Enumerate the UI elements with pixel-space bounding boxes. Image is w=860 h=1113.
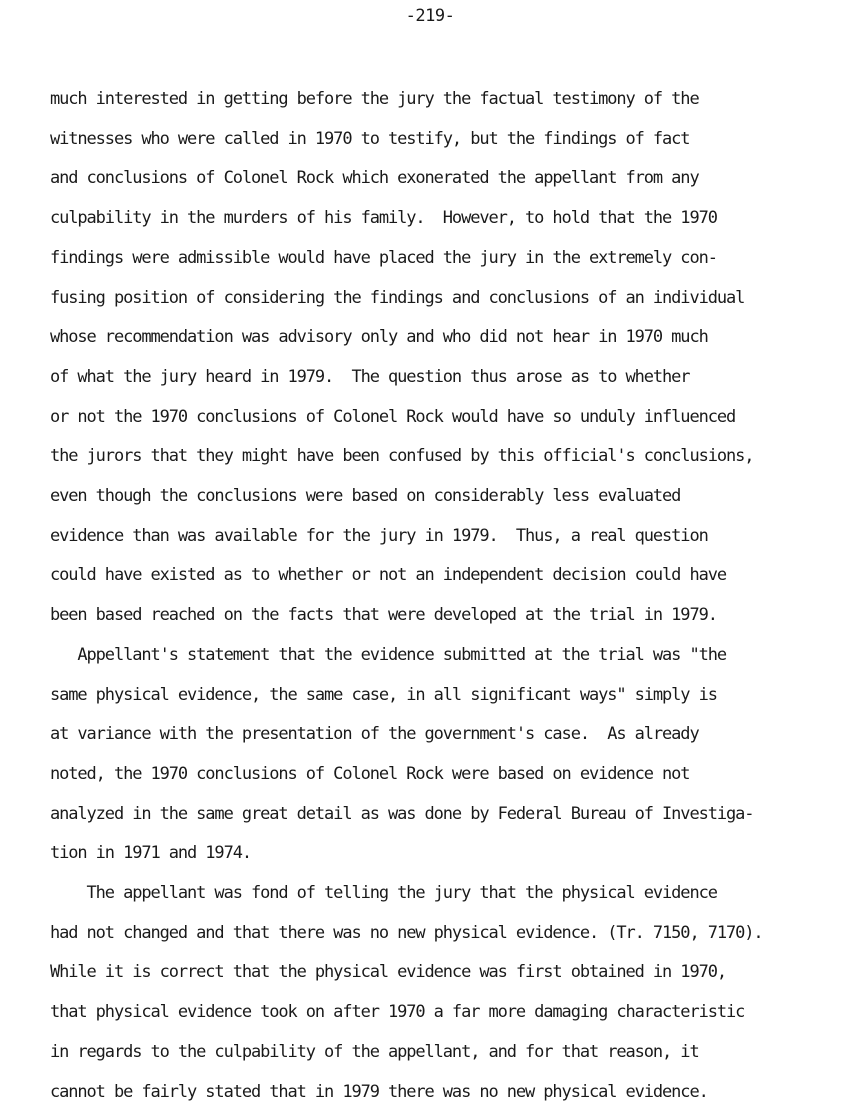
text-line: in regards to the culpability of the appellant, and for that reason, it [50, 1042, 699, 1062]
text-line: even though the conclusions were based on considerably less evaluated [50, 486, 681, 506]
text-line: that physical evidence took on after 1970 a far more damaging characteristic [50, 1002, 745, 1022]
text-line: could have existed as to whether or not an independent decision could have [50, 565, 726, 585]
text-line: whose recommendation was advisory only and who did not hear in 1970 much [50, 327, 708, 347]
text-line: culpability in the murders of his family. However, to hold that the 1970 [50, 208, 717, 228]
text-line: The appellant was fond of telling the jury that the physical evidence [50, 883, 717, 903]
text-line: noted, the 1970 conclusions of Colonel Rock were based on evidence not [50, 764, 690, 784]
page-number: -219- [405, 6, 455, 26]
text-line: and conclusions of Colonel Rock which exonerated the appellant from any [50, 168, 699, 188]
text-line: Appellant's statement that the evidence submitted at the trial was "the [50, 645, 726, 665]
text-line: findings were admissible would have placed the jury in the extremely con- [50, 248, 717, 268]
text-line: of what the jury heard in 1979. The question thus arose as to whether [50, 367, 690, 387]
text-line: While it is correct that the physical evidence was first obtained in 1970, [50, 962, 726, 982]
text-line: witnesses who were called in 1970 to testify, but the findings of fact [50, 129, 690, 149]
text-line: the jurors that they might have been confused by this official's conclusions, [50, 446, 754, 466]
text-line: evidence than was available for the jury in 1979. Thus, a real question [50, 526, 708, 546]
text-line: cannot be fairly stated that in 1979 there was no new physical evidence. [50, 1082, 708, 1102]
text-line: same physical evidence, the same case, in all significant ways" simply is [50, 685, 717, 705]
text-line: analyzed in the same great detail as was done by Federal Bureau of Investiga- [50, 804, 754, 824]
text-line: or not the 1970 conclusions of Colonel Rock would have so unduly influenced [50, 407, 736, 427]
text-line: fusing position of considering the findings and conclusions of an individual [50, 288, 745, 308]
text-line: tion in 1971 and 1974. [50, 843, 251, 863]
text-line: much interested in getting before the jury the factual testimony of the [50, 89, 699, 109]
text-line: at variance with the presentation of the government's case. As already [50, 724, 699, 744]
text-line: had not changed and that there was no new physical evidence. (Tr. 7150, 7170). [50, 923, 763, 943]
text-line: been based reached on the facts that were developed at the trial in 1979. [50, 605, 717, 625]
